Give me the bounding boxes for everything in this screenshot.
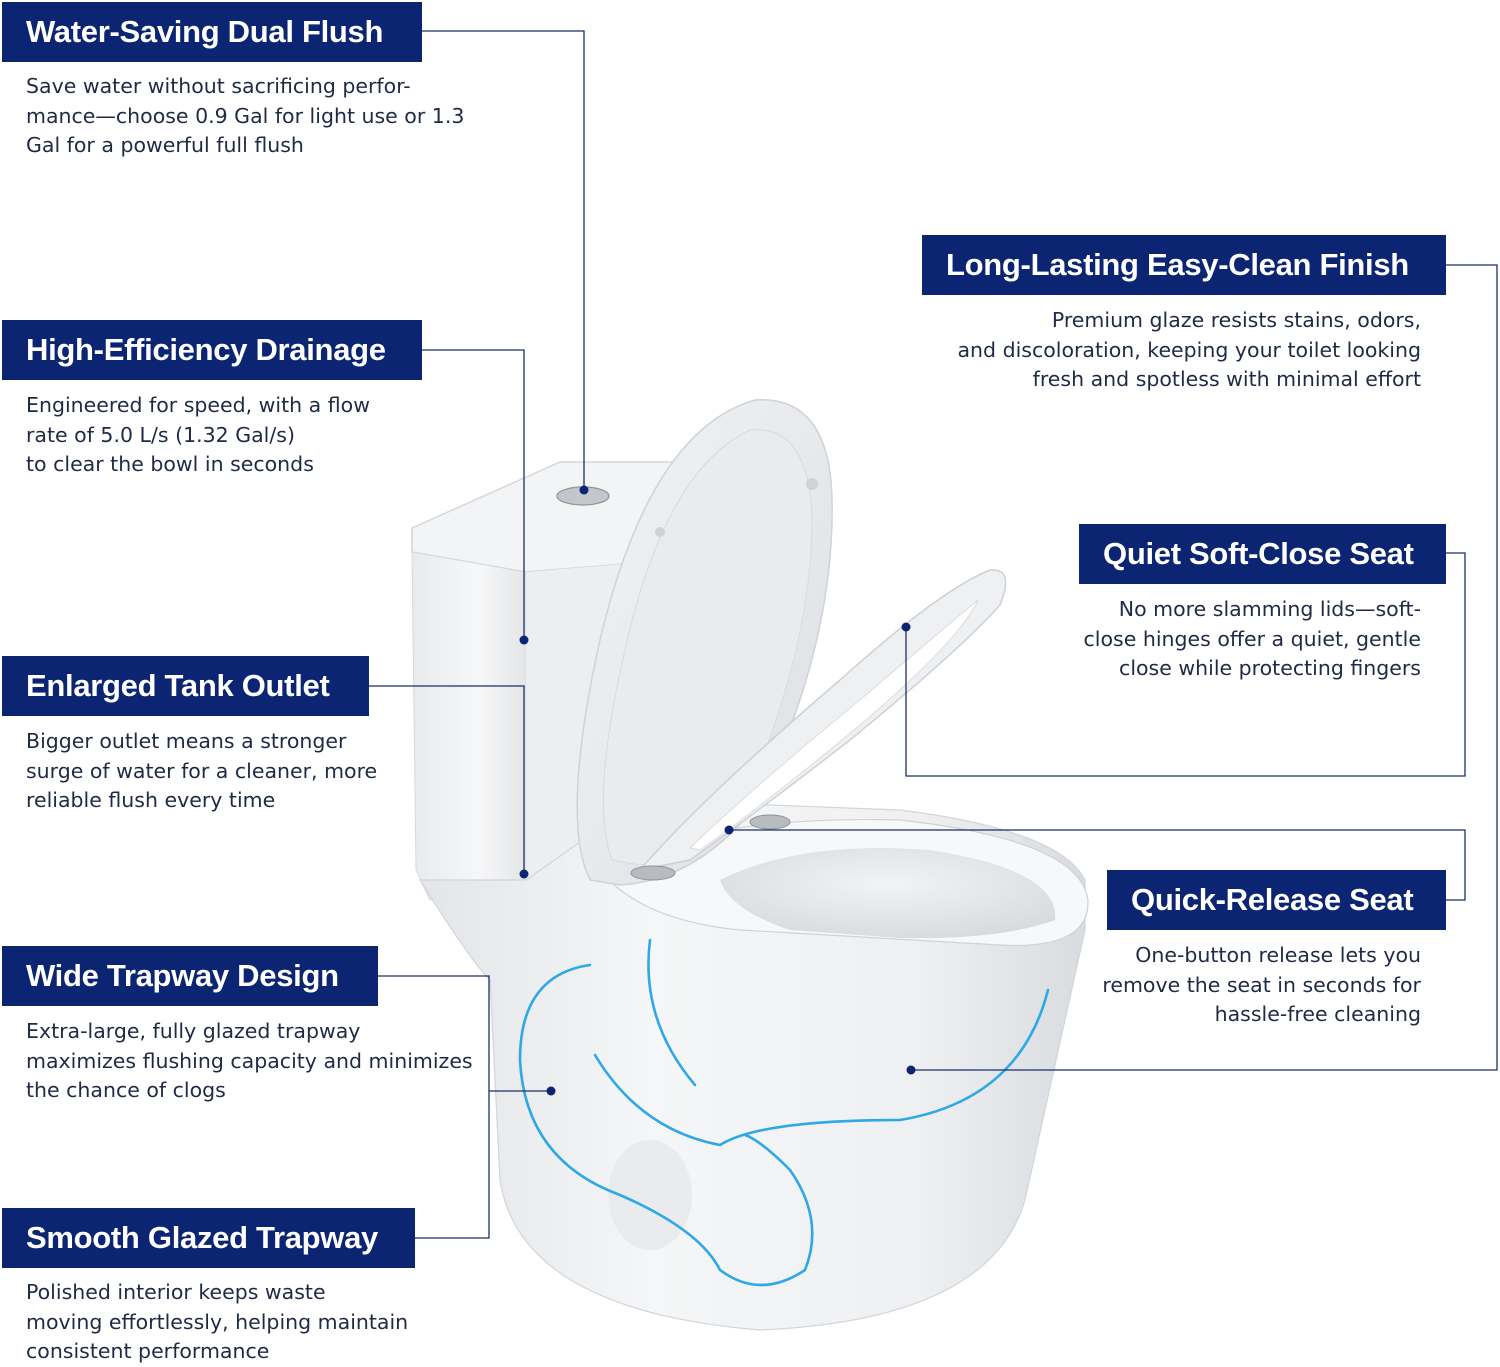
- quick-release-title: Quick-Release Seat: [1107, 870, 1446, 930]
- desc-line: close hinges offer a quiet, gentle: [1083, 626, 1421, 651]
- desc-line: No more slamming lids—soft-: [1118, 597, 1421, 621]
- desc-line: and discoloration, keeping your toilet looking: [957, 337, 1421, 362]
- desc-line: the chance of clogs: [26, 1078, 226, 1102]
- desc-line: mance—choose 0.9 Gal for light use or 1.3: [26, 103, 465, 128]
- desc-line: Premium glaze resists stains, odors,: [1051, 308, 1421, 332]
- desc-line: to clear the bowl in seconds: [26, 452, 314, 476]
- desc-line: Engineered for speed, with a flow: [26, 393, 370, 417]
- finish-title: Long-Lasting Easy-Clean Finish: [922, 235, 1446, 295]
- trapway-design-title: Wide Trapway Design: [2, 946, 378, 1006]
- desc-line: reliable flush every time: [26, 788, 276, 812]
- dual-flush-title: Water-Saving Dual Flush: [2, 2, 422, 62]
- desc-line: maximizes flushing capacity and minimizes: [26, 1048, 473, 1073]
- desc-line: One-button release lets you: [1135, 943, 1421, 967]
- desc-line: Extra-large, fully glazed trapway: [26, 1019, 361, 1043]
- tank-outlet-title: Enlarged Tank Outlet: [2, 656, 369, 716]
- trapway-design-description: [26, 1017, 473, 1106]
- soft-close-title: Quiet Soft-Close Seat: [1079, 524, 1446, 584]
- glazed-trapway-description: [26, 1278, 408, 1367]
- drainage-title: High-Efficiency Drainage: [2, 320, 422, 380]
- desc-line: close while protecting fingers: [1119, 656, 1421, 680]
- glazed-trapway-title: Smooth Glazed Trapway: [2, 1208, 415, 1268]
- soft-close-description: [1084, 595, 1421, 684]
- desc-line: moving effortlessly, helping maintain: [26, 1309, 409, 1334]
- desc-line: Save water without sacrificing perfor-: [26, 74, 411, 98]
- drainage-description: [26, 391, 370, 480]
- desc-line: fresh and spotless with minimal effort: [1032, 367, 1421, 391]
- desc-line: hassle-free cleaning: [1214, 1002, 1421, 1026]
- desc-line: Bigger outlet means a stronger: [26, 729, 347, 753]
- desc-line: surge of water for a cleaner, more: [26, 758, 378, 783]
- tank-outlet-description: [26, 727, 377, 816]
- desc-line: Polished interior keeps waste: [26, 1280, 326, 1304]
- dual-flush-description: [26, 72, 464, 161]
- desc-line: remove the seat in seconds for: [1102, 972, 1421, 997]
- quick-release-description: [1102, 941, 1421, 1030]
- desc-line: rate of 5.0 L/s (1.32 Gal/s): [26, 422, 295, 447]
- desc-line: consistent performance: [26, 1339, 270, 1363]
- desc-line: Gal for a powerful full flush: [26, 133, 304, 157]
- finish-description: [957, 306, 1421, 395]
